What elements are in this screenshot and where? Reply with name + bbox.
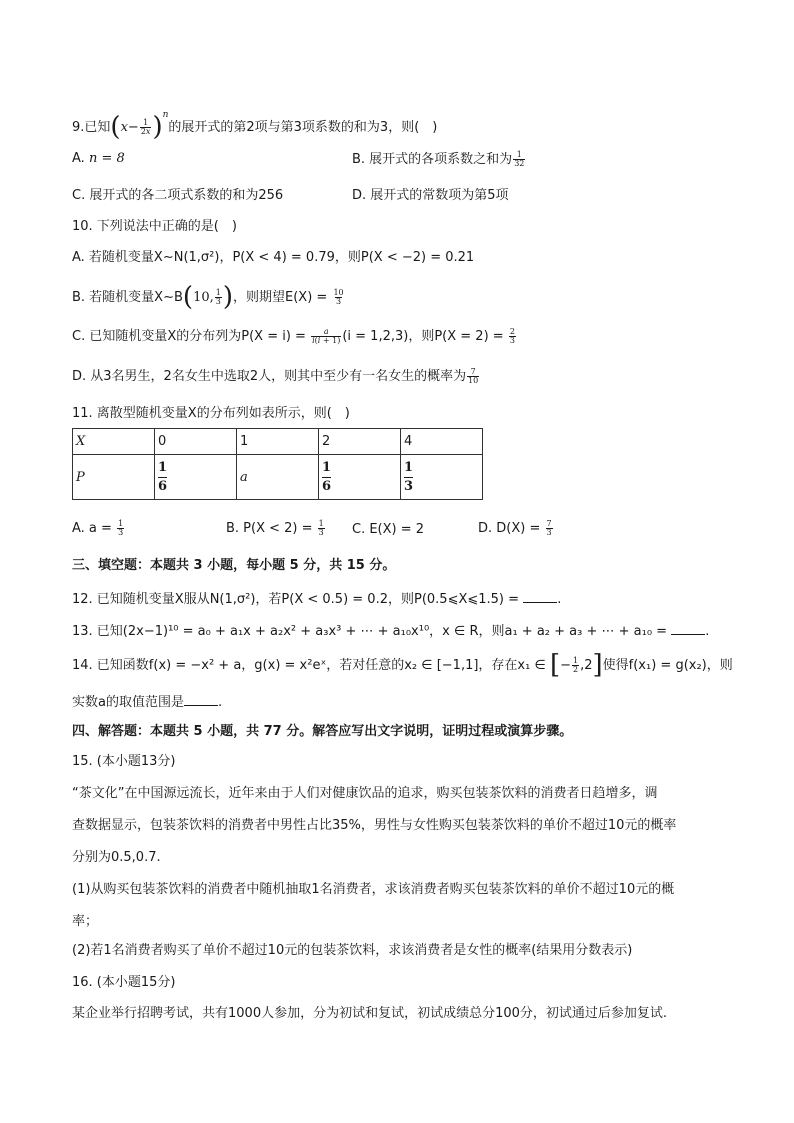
table-cell: 4 <box>401 429 483 455</box>
q15-part1-line: (1)从购买包装茶饮料的消费者中随机抽取1名消费者，求该消费者购买包装茶饮料的单价不超过10元的概 <box>72 882 675 897</box>
q11-option-b: B. P(X < 2) = $\frac{1}{3}$ <box>226 519 324 537</box>
q15-part1-line: 率； <box>72 914 99 929</box>
q10-option-a: A. 若随机变量X∼N(1,σ²)，P(X < 4) = 0.79，则P(X < −2) = 0.21 <box>72 250 475 265</box>
q15-paragraph-line: 查数据显示，包装茶饮料的消费者中男性占比35%，男性与女性购买包装茶饮料的单价不超过10元的概率 <box>72 818 677 833</box>
q9-option-d: D. 展开式的常数项为第5项 <box>352 188 509 203</box>
q10-stem: 10. 下列说法中正确的是( ) <box>72 219 237 234</box>
q11-option-d: D. D(X) = $\frac{7}{3}$ <box>478 519 552 537</box>
table-cell: $\frac{1}{6}$ <box>155 455 237 500</box>
q14-line1: 14. 已知函数f(x) = −x² + a，g(x) = x²eˣ，若对任意的x₂ ∈ [−1,1]，存在x₁ ∈ [− $\frac{1}{2}$ ,2]使得f(x₁) = g(x₂)，则 <box>72 650 733 680</box>
table-cell: 2 <box>319 429 401 455</box>
distribution-table <box>72 428 483 500</box>
q10-option-c: C. 已知随机变量X的分布列为P(X = i) = $\frac{a}{i(i + 1)}$ (i = 1,2,3)，则P(X = 2) = $\frac{2}{3}$ <box>72 327 515 345</box>
q15-part2: (2)若1名消费者购买了单价不超过10元的包装茶饮料，求该消费者是女性的概率(结果用分数表示) <box>72 943 633 958</box>
q13: 13. 已知(2x−1)¹⁰ = a₀ + a₁x + a₂x² + a₃x³ + ⋯ + a₁₀x¹⁰，x ∈ R，则a₁ + a₂ + a₃ + ⋯ + a₁₀ = . <box>72 624 710 639</box>
table-cell: 0 <box>155 429 237 455</box>
q11-option-a: A. a = $\frac{1}{3}$ <box>72 519 124 537</box>
q9-option-c: C. 展开式的各二项式系数的和为256 <box>72 188 284 203</box>
q11-stem: 11. 离散型随机变量X的分布列如表所示，则( ) <box>72 406 350 421</box>
section-4-heading: 四、解答题：本题共 5 小题，共 77 分。解答应写出文字说明，证明过程或演算步骤。 <box>72 724 573 739</box>
q9-stem: 9.已知(x− $\frac{1}{2x}$ )$^n$的展开式的第2项与第3项系数的和为3，则( ) <box>72 110 438 143</box>
q15-paragraph-line: 分别为0.5,0.7. <box>72 850 161 865</box>
q11-option-c: C. E(X) = 2 <box>352 522 425 537</box>
q16-header: 16. (本小题15分) <box>72 975 176 990</box>
q9-option-a: A. n = 8 <box>72 151 125 166</box>
q10-option-b: B. 若随机变量X∼B(10, $\frac{1}{3}$ )，则期望E(X) = $\frac{10}{3}$ <box>72 282 344 312</box>
q12: 12. 已知随机变量X服从N(1,σ²)，若P(X < 0.5) = 0.2，则P(0.5⩽X⩽1.5) = . <box>72 592 562 607</box>
table-cell: 1 <box>237 429 319 455</box>
table-header-p: P <box>73 455 155 500</box>
section-3-heading: 三、填空题：本题共 3 小题，每小题 5 分，共 15 分。 <box>72 558 396 573</box>
table-cell: $\frac{1}{3}$ <box>401 455 483 500</box>
table-cell: a <box>237 455 319 500</box>
q14-line2: 实数a的取值范围是 . <box>72 695 223 710</box>
q15-paragraph-line: “茶文化”在中国源远流长，近年来由于人们对健康饮品的追求，购买包装茶饮料的消费者日趋增多，调 <box>72 786 658 801</box>
q9-option-b: B. 展开式的各项系数之和为 $\frac{1}{32}$ <box>352 150 525 168</box>
q15-header: 15. (本小题13分) <box>72 754 176 769</box>
q10-option-d: D. 从3名男生，2名女生中选取2人，则其中至少有一名女生的概率为 $\frac{7}{10}$ <box>72 367 479 385</box>
table-cell: $\frac{1}{6}$ <box>319 455 401 500</box>
q16-paragraph: 某企业举行招聘考试，共有1000人参加，分为初试和复试，初试成绩总分100分，初试通过后参加复试. <box>72 1006 668 1021</box>
table-header-x: X <box>73 429 155 455</box>
